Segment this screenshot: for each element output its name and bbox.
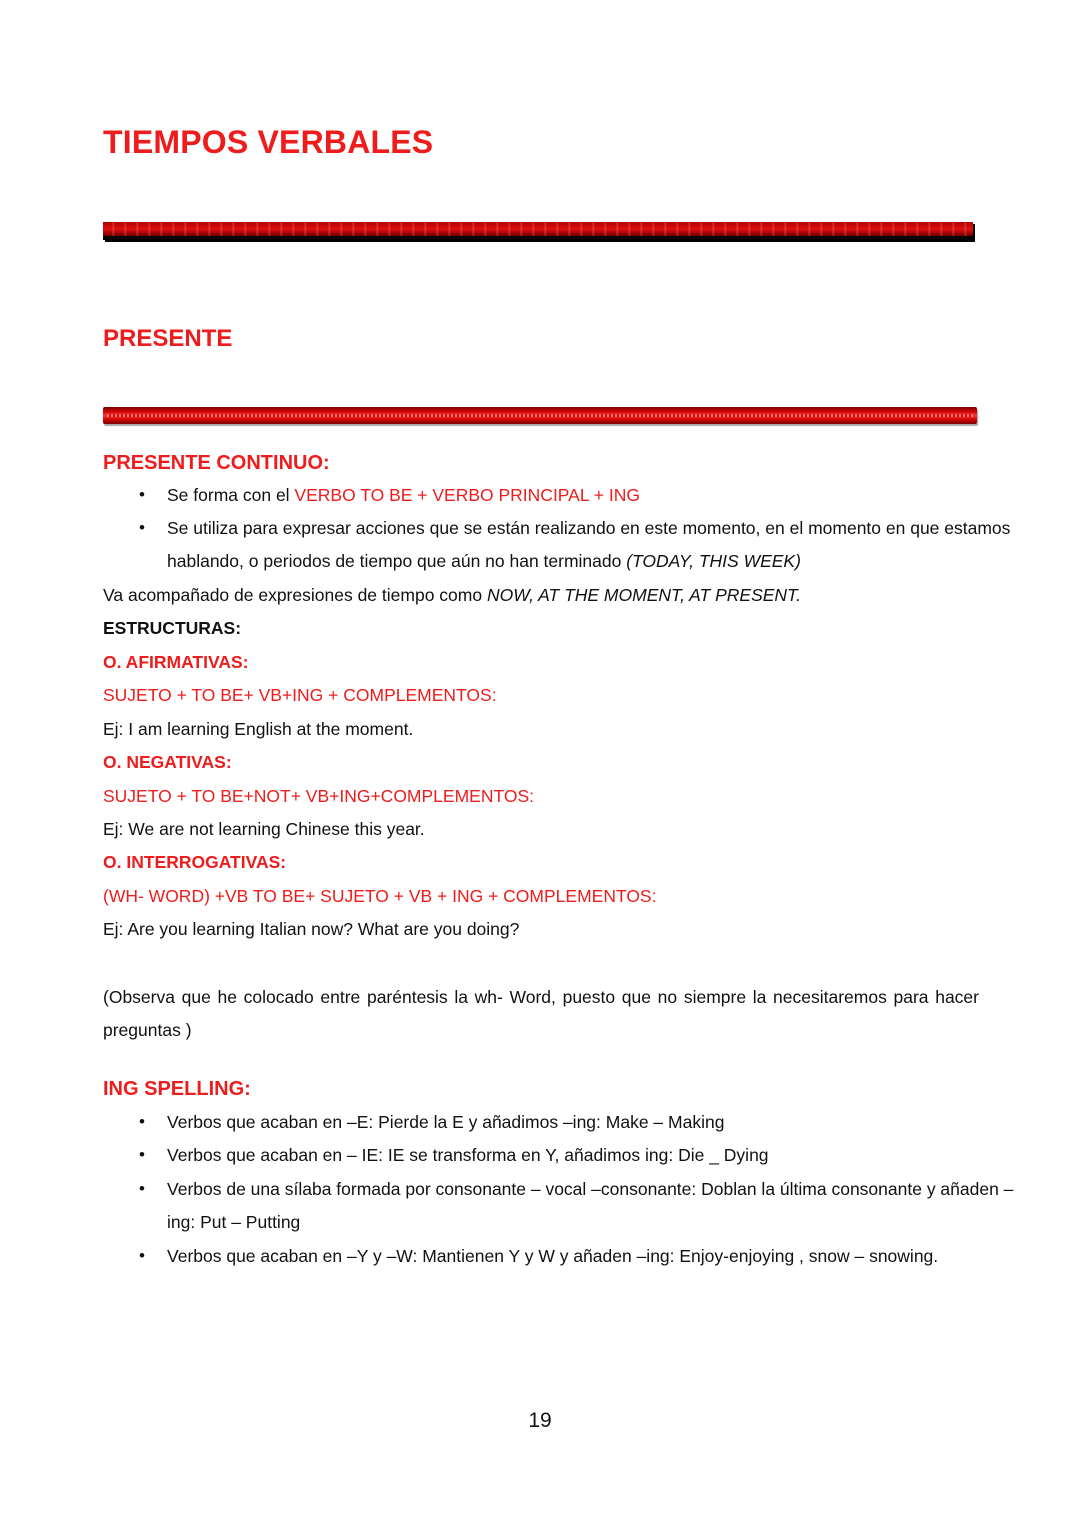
bullet-dot: •	[139, 1179, 145, 1198]
formation-text: Se forma con el	[167, 485, 295, 505]
page-title: TIEMPOS VERBALES	[103, 124, 434, 160]
affirmative-formula: SUJETO + TO BE+ VB+ING + COMPLEMENTOS:	[103, 685, 497, 705]
usage-text: hablando, o periodos de tiempo que aún no han terminado	[167, 551, 627, 571]
ing-rule-cvc-line2: ing: Put – Putting	[167, 1212, 301, 1232]
structures-label: ESTRUCTURAS:	[103, 618, 242, 638]
ing-rule-cvc-line1: Verbos de una sílaba formada por consonante – vocal –consonante: Doblan la última consonante y añaden –	[167, 1179, 1014, 1199]
bullet-usage-line2	[167, 549, 801, 573]
bullet-dot: •	[139, 485, 145, 504]
note-line2: preguntas )	[103, 1020, 192, 1040]
note-line1: (Observa que he colocado entre paréntesis la wh- Word, puesto que no siempre la necesitaremos para hacer	[103, 987, 979, 1007]
bullet-dot: •	[139, 1246, 145, 1265]
ing-rule-e: Verbos que acaban en –E: Pierde la E y añadimos –ing: Make – Making	[167, 1112, 725, 1132]
usage-examples: (TODAY, THIS WEEK)	[626, 551, 801, 571]
interrogative-label: O. INTERROGATIVAS:	[103, 852, 287, 872]
heading-presente-continuo: PRESENTE CONTINUO:	[103, 452, 330, 474]
bullet-dot: •	[139, 1112, 145, 1131]
section-heading-presente: PRESENTE	[103, 325, 233, 352]
ing-rule-yw: Verbos que acaban en –Y y –W: Mantienen Y y W y añaden –ing: Enjoy-enjoying , snow – snowing.	[167, 1246, 939, 1266]
title-banner-divider	[103, 222, 973, 240]
interrogative-example: Ej: Are you learning Italian now? What are you doing?	[103, 919, 520, 939]
page-number: 19	[528, 1409, 552, 1432]
negative-label: O. NEGATIVAS:	[103, 752, 232, 772]
formation-formula: VERBO TO BE + VERBO PRINCIPAL + ING	[294, 485, 640, 505]
negative-formula: SUJETO + TO BE+NOT+ VB+ING+COMPLEMENTOS:	[103, 786, 534, 806]
bullet-usage-line1: Se utiliza para expresar acciones que se están realizando en este momento, en el momento en que estamos	[167, 518, 1011, 538]
affirmative-example: Ej: I am learning English at the moment.	[103, 719, 414, 739]
time-expressions	[103, 583, 801, 607]
affirmative-label: O. AFIRMATIVAS:	[103, 652, 249, 672]
expressions-text: Va acompañado de expresiones de tiempo como	[103, 585, 487, 605]
heading-ing-spelling: ING SPELLING:	[103, 1078, 251, 1100]
bullet-formation	[167, 483, 640, 507]
bullet-dot: •	[139, 1145, 145, 1164]
negative-example: Ej: We are not learning Chinese this year.	[103, 819, 425, 839]
ing-rule-ie: Verbos que acaban en – IE: IE se transforma en Y, añadimos ing: Die _ Dying	[167, 1145, 769, 1165]
expressions-list: NOW, AT THE MOMENT, AT PRESENT.	[486, 585, 802, 605]
section-divider	[103, 407, 977, 424]
bullet-dot: •	[139, 518, 145, 537]
interrogative-formula: (WH- WORD) +VB TO BE+ SUJETO + VB + ING + COMPLEMENTOS:	[103, 886, 657, 906]
